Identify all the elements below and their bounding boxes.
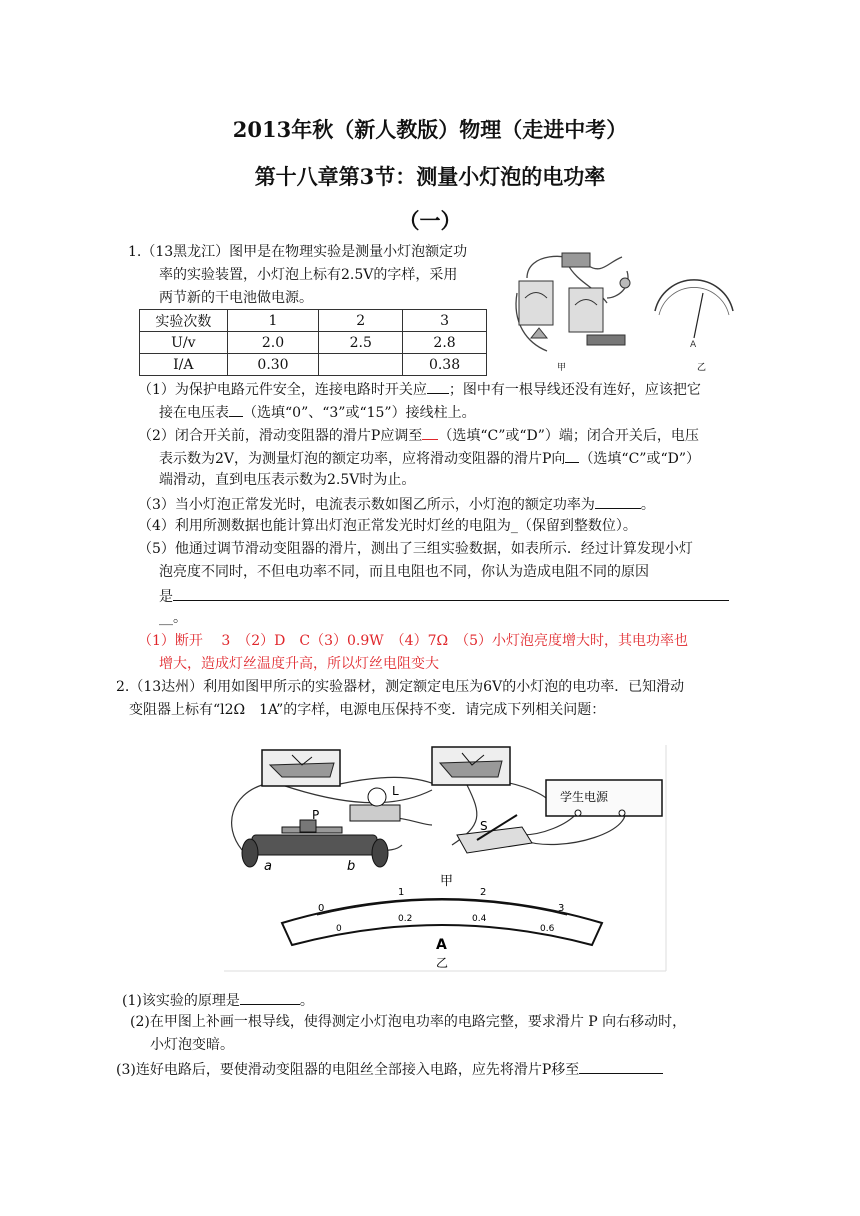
part-title: （一）: [398, 208, 462, 233]
figure-label-yi: 乙: [697, 363, 707, 373]
q1-part1-text-b: ；图中有一根导线还没有连好，应该把它: [448, 382, 701, 398]
q1-intro-line2: 率的实验装置，小灯泡上标有2.5V的字样，采用: [159, 267, 458, 283]
rheostat-icon: [252, 835, 377, 855]
q1-intro-line1: 1.（13黑龙江）图甲是在物理实验是测量小灯泡额定功: [128, 244, 468, 260]
table-cell: 0.38: [403, 354, 487, 376]
table-row: [140, 310, 487, 332]
answer-blank[interactable]: [422, 425, 438, 440]
q2-circuit-figure: [222, 735, 668, 975]
q2-part3-text: (3)连好电路后，要使滑动变阻器的电阻丝全部接入电路，应先将滑片P移至: [116, 1062, 580, 1078]
q1-circuit-figure: [507, 243, 737, 373]
battery-icon: [562, 253, 590, 267]
q1-part2-text-a: （2）闭合开关前，滑动变阻器的滑片P应调至: [138, 428, 423, 444]
q1-part1-text-d: （选填“0”、“3”或“15”）接线柱上。: [243, 405, 476, 421]
table-cell: 2: [319, 310, 403, 332]
lamp-icon: [620, 278, 630, 288]
scale-bottom-1: 0.2: [398, 914, 413, 924]
q1-part2-text-c: 表示数为2V，为测量灯泡的额定功率，应将滑动变阻器的滑片P向: [159, 451, 566, 467]
q1-part2-line1: [138, 425, 699, 446]
q1-part3-text-a: （3）当小灯泡正常发光时，电流表示数如图乙所示，小灯泡的额定功率为: [138, 497, 595, 513]
scale-bottom-2: 0.4: [472, 914, 487, 924]
q2-part3-line: [116, 1059, 663, 1080]
q1-part1-line1: [138, 379, 701, 400]
terminal-a-label: a: [264, 859, 272, 874]
q1-part1-text-a: （1）为保护电路元件安全，连接电路时开关应: [138, 382, 427, 398]
q1-part5-text-c: 是: [159, 589, 173, 605]
q1-part4-line: （4）利用所测数据也能计算出灯泡正常发光时灯丝的电阻为_（保留到整数位）。: [138, 518, 637, 534]
table-cell: 0.30: [227, 354, 319, 376]
q1-data-table: [139, 309, 487, 376]
q2-part1-text-a: (1)该实验的原理是: [122, 993, 240, 1009]
answer-blank[interactable]: [579, 1059, 663, 1074]
voltmeter-icon: [519, 281, 553, 325]
q1-part2-line2: [159, 448, 700, 469]
q1-answer-line1: （1）断开 3 （2）D C（3）0.9W （4）7Ω （5）小灯泡亮度增大时，其电功率也: [138, 633, 688, 649]
dial-unit-label: A: [436, 937, 447, 953]
q1-part3-line: [138, 494, 655, 515]
table-cell: I/A: [140, 354, 228, 376]
scale-bottom-0: 0: [336, 924, 342, 934]
table-cell: 3: [403, 310, 487, 332]
table-cell: [319, 354, 403, 376]
table-cell: 2.5: [319, 332, 403, 354]
q1-part5-line1: （5）他通过调节滑动变阻器的滑片，测出了三组实验数据，如表所示．经过计算发现小灯: [138, 541, 693, 557]
lamp-base-icon: [350, 805, 400, 821]
q1-part5-line3: [159, 586, 729, 607]
scale-top-3: 3: [558, 903, 565, 914]
q1-part5-line2: 泡亮度不同时，不但电功率不同，而且电阻也不同，你认为造成电阻不同的原因: [159, 564, 649, 580]
answer-blank[interactable]: [427, 379, 449, 394]
switch-label: S: [480, 819, 488, 833]
table-cell: 实验次数: [140, 310, 228, 332]
table-row: [140, 332, 487, 354]
q1-part2-text-b: （选填“C”或“D”）端；闭合开关后，电压: [438, 428, 699, 444]
answer-blank[interactable]: [173, 586, 729, 601]
figure-label-jia: 甲: [557, 363, 567, 373]
figure-label-jia: 甲: [440, 874, 454, 889]
answer-blank[interactable]: [229, 402, 243, 417]
q2-part1-line: [122, 990, 314, 1011]
q2-part2-line1: (2)在甲图上补画一根导线，使得测定小灯泡电功率的电路完整，要求滑片 P 向右移动时，: [130, 1014, 687, 1030]
table-cell: U/v: [140, 332, 228, 354]
ammeter-icon: [569, 288, 603, 332]
doc-title: 2013年秋（新人教版）物理（走进中考）: [232, 117, 628, 142]
figure-label-yi: 乙: [436, 956, 449, 970]
q1-part1-line2: [159, 402, 476, 423]
ammeter-scale-icon: [655, 280, 733, 311]
power-supply-label: 学生电源: [560, 790, 609, 804]
q2-part1-text-b: 。: [299, 993, 314, 1009]
lamp-label: L: [392, 784, 399, 798]
scale-top-0: 0: [318, 903, 325, 914]
q1-part5-line4: __。: [159, 610, 187, 626]
table-cell: 1: [227, 310, 319, 332]
rheostat-icon: [587, 335, 625, 345]
answer-blank[interactable]: [595, 494, 641, 509]
scale-bottom-3: 0.6: [540, 924, 555, 934]
table-row: [140, 354, 487, 376]
switch-icon: [531, 328, 547, 338]
q1-part3-text-b: 。: [640, 497, 655, 513]
q2-intro-line1: 2.（13达州）利用如图甲所示的实验器材，测定额定电压为6V的小灯泡的电功率．已知滑动: [116, 679, 685, 695]
switch-icon: [457, 827, 532, 853]
table-cell: 2.8: [403, 332, 487, 354]
q1-intro-line3: 两节新的干电池做电源。: [159, 290, 313, 306]
section-title: 第十八章第3节：测量小灯泡的电功率: [254, 164, 606, 189]
q1-part2-line3: 端滑动，直到电压表示数为2.5V时为止。: [159, 472, 416, 488]
slider-label: P: [312, 808, 320, 822]
scale-top-1: 1: [398, 887, 405, 898]
lamp-icon: [368, 788, 386, 806]
table-cell: 2.0: [227, 332, 319, 354]
q2-part2-line2: 小灯泡变暗。: [150, 1037, 234, 1053]
q2-intro-line2: 变阻器上标有“l2Ω 1A”的字样，电源电压保持不变．请完成下列相关问题：: [129, 702, 606, 718]
terminal-b-label: b: [347, 859, 356, 874]
q1-part2-text-d: （选填“C”或“D”）: [579, 451, 701, 467]
answer-blank[interactable]: [565, 448, 579, 463]
svg-text:A: A: [690, 340, 697, 350]
answer-blank[interactable]: [240, 990, 300, 1005]
q1-part1-text-c: 接在电压表: [159, 405, 229, 421]
scale-top-2: 2: [480, 887, 487, 898]
q1-answer-line2: 增大，造成灯丝温度升高，所以灯丝电阻变大: [159, 656, 439, 672]
